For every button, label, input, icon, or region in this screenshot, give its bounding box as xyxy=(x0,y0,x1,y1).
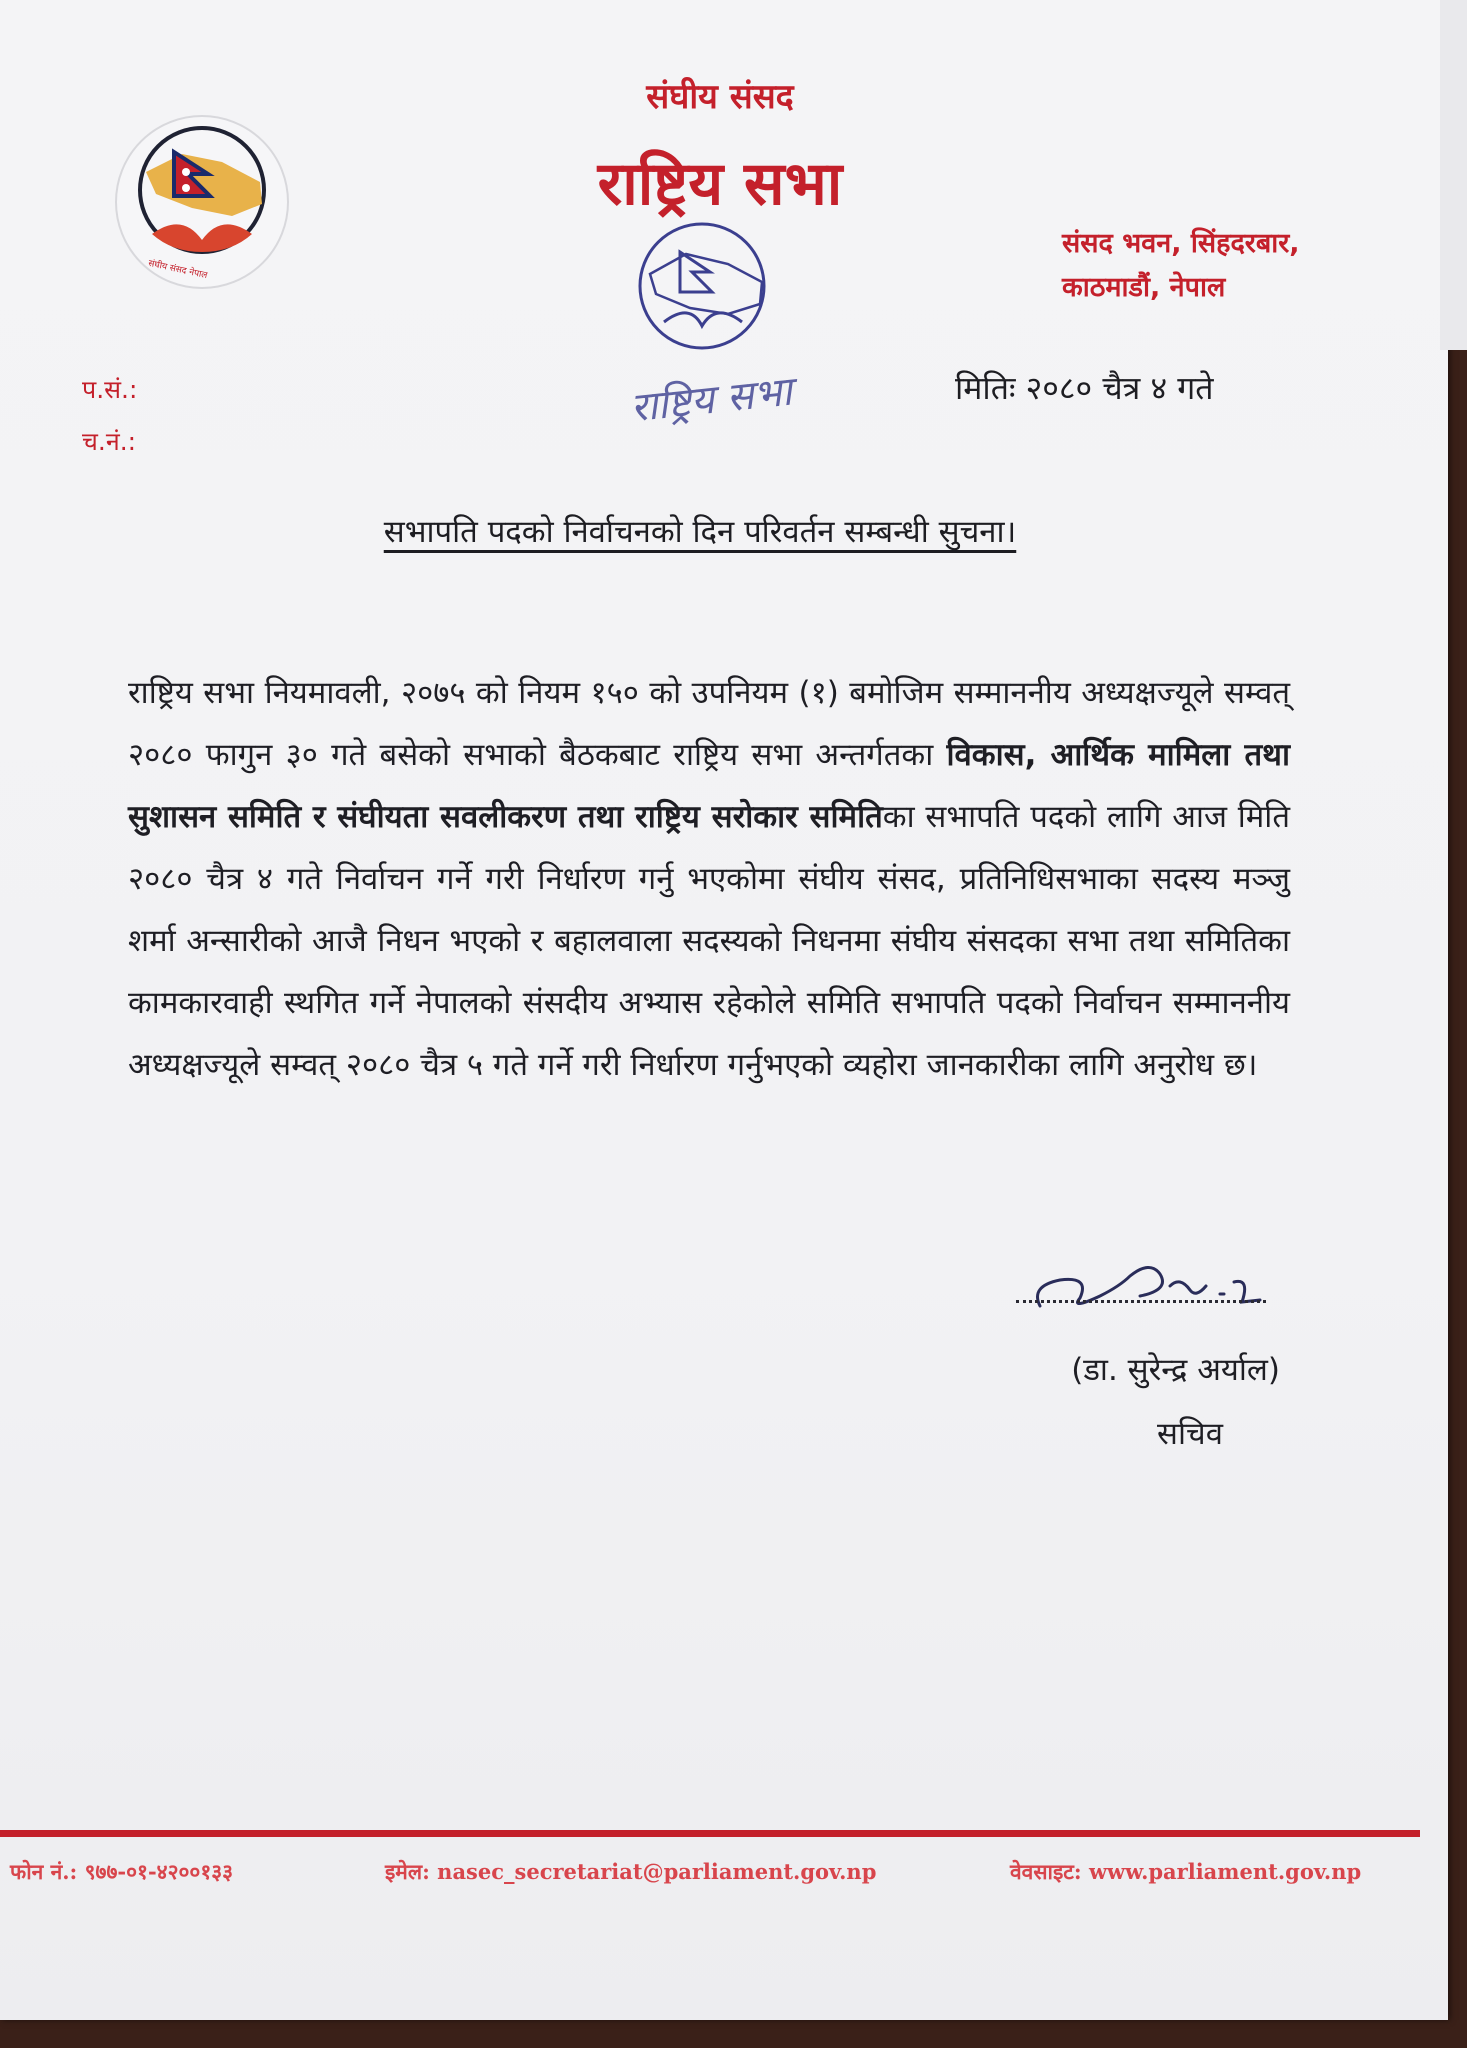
dispatch-number-label: च.नं.: xyxy=(82,427,137,456)
signer-name: (डा. सुरेन्द्र अर्याल) xyxy=(1071,1352,1280,1388)
logo-text: संघीय संसद नेपाल xyxy=(147,258,209,282)
footer-email: इमेल: nasec_secretariat@parliament.gov.np xyxy=(385,1859,877,1884)
letter-number-label: प.सं.: xyxy=(82,375,138,404)
letter-date: मितिः २०८० चैत्र ४ गते xyxy=(955,369,1214,407)
footer-divider xyxy=(0,1830,1420,1837)
address-line-2: काठमाडौं, नेपाल xyxy=(1062,272,1226,303)
body-committees-bold: विकास, आर्थिक मामिला तथा सुशासन समिति र संघीयता सवलीकरण तथा राष्ट्रिय सरोकार समिति xyxy=(128,737,1290,835)
letter-body xyxy=(128,662,1290,1096)
address-line-1: संसद भवन, सिंहदरबार, xyxy=(1062,228,1300,259)
org-top-heading: संघीय संसद xyxy=(646,77,794,117)
org-main-heading: राष्ट्रिय सभा xyxy=(597,149,843,219)
letter-subject: सभापति पदको निर्वाचनको दिन परिवर्तन सम्बन्धी सुचना। xyxy=(383,514,1017,550)
signer-title: सचिव xyxy=(1157,1416,1223,1452)
body-part-1: राष्ट्रिय सभा नियमावली, २०७५ को नियम १५० को उपनियम (१) बमोजिम सम्माननीय अध्यक्षज्यूले सम्वत् २०८० फागुन ३० गते बसेको सभाको बैठकबाट राष्ट्रिय सभा अन्तर्गतका xyxy=(128,675,1290,773)
reference-numbers xyxy=(82,364,137,468)
body-part-2: का सभापति पदको लागि आज मिति २०८० चैत्र ४ गते निर्वाचन गर्ने गरी निर्धारण गर्नु भएकोमा संघीय संसद, प्रतिनिधिसभाका सदस्य मञ्जु शर्मा अन्सारीको आजै निधन भएको र बहालवाला सदस्यको निधनमा संघीय संसदका सभा तथा समितिका कामकारवाही स्थगित गर्ने नेपालको संसदीय अभ्यास रहेकोले समिति सभापति पदको निर्वाचन सम्माननीय अध्यक्षज्यूले सम्वत् २०८० चैत्र ५ गते गर्ने गरी निर्धारण गर्नुभएको व्यहोरा जानकारीका लागि अनुरोध छ। xyxy=(128,799,1290,1083)
handwritten-signature xyxy=(1020,1246,1270,1326)
seal-text: राष्ट्रिय सभा xyxy=(628,368,795,432)
background-paper-edge xyxy=(1440,0,1467,350)
footer-website: वेवसाइट: www.parliament.gov.np xyxy=(1010,1859,1362,1884)
office-address xyxy=(1062,222,1362,310)
signature-line xyxy=(1016,1300,1266,1303)
footer-phone: फोन नं.: ९७७-०१-४२००१३३ xyxy=(10,1859,234,1884)
